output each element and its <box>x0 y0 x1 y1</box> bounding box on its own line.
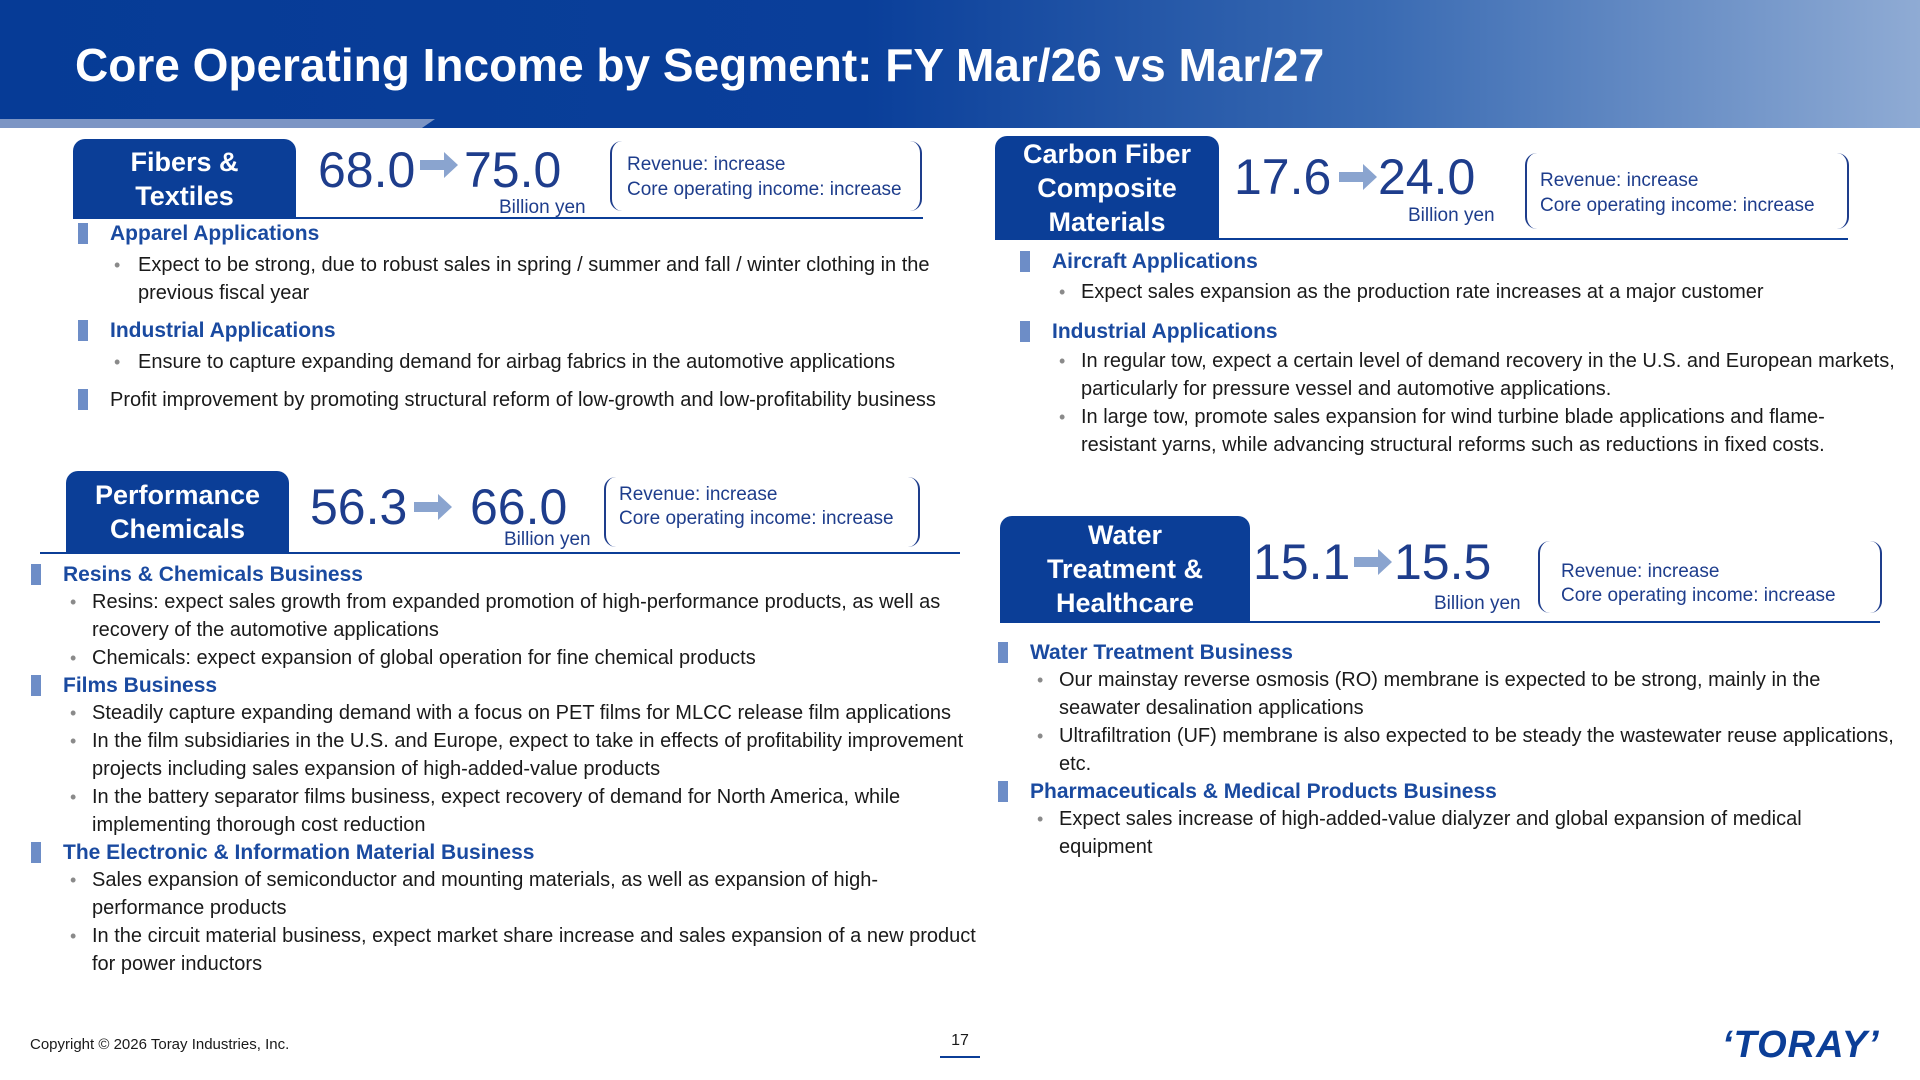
value-to-water: 15.5 <box>1394 534 1492 590</box>
unit-water: Billion yen <box>1434 593 1521 614</box>
list-item: • Expect to be strong, due to robust sales in spring / summer and fall / winter clothing in the previous fiscal year <box>114 254 930 304</box>
section-marker <box>998 781 1008 802</box>
performance-heading: Resins & Chemicals Business <box>29 561 989 588</box>
value-to-fibers: 75.0 <box>464 142 562 198</box>
section-marker <box>31 842 41 863</box>
arrow-icon <box>414 492 454 522</box>
value-to-performance: 66.0 <box>470 479 568 535</box>
list-item: • Steadily capture expanding demand with a focus on PET films for MLCC release film applications <box>70 702 951 724</box>
performance-heading: Films Business <box>29 672 989 699</box>
income-text-performance: Core operating income: increase <box>619 508 894 529</box>
revenue-text-performance: Revenue: increase <box>619 484 778 505</box>
fibers-heading: Industrial Applications <box>76 317 946 344</box>
performance-heading: The Electronic & Information Material Business <box>29 839 989 866</box>
unit-carbon: Billion yen <box>1408 205 1495 226</box>
arrow-icon <box>1339 162 1379 192</box>
income-text-fibers: Core operating income: increase <box>627 179 902 200</box>
water-heading: Pharmaceuticals & Medical Products Business <box>996 778 1896 805</box>
list-item: • Expect sales expansion as the production rate increases at a major customer <box>1059 281 1764 303</box>
performance-content <box>29 561 989 978</box>
income-text-water: Core operating income: increase <box>1561 585 1836 606</box>
revenue-text-carbon: Revenue: increase <box>1540 170 1699 191</box>
list-item: • In the circuit material business, expect market share increase and sales expansion of a new product for power inductors <box>70 925 976 975</box>
section-marker <box>998 642 1008 663</box>
section-marker <box>78 389 88 410</box>
fibers-content <box>76 220 946 414</box>
list-item: • Sales expansion of semiconductor and mounting materials, as well as expansion of high-performance products <box>70 869 878 919</box>
page-number: 17 <box>951 1032 969 1049</box>
segment-underline-fibers <box>73 217 923 219</box>
unit-fibers: Billion yen <box>499 197 586 218</box>
list-item: • Chemicals: expect expansion of global operation for fine chemical products <box>70 647 756 669</box>
fibers-heading: Profit improvement by promoting structural reform of low-growth and low-profitability business <box>76 386 946 414</box>
revenue-text-fibers: Revenue: increase <box>627 154 786 175</box>
section-marker <box>1020 251 1030 272</box>
list-item: • Resins: expect sales growth from expanded promotion of high-performance products, as well as recovery of the automotive applications <box>70 591 941 641</box>
unit-performance: Billion yen <box>504 529 591 550</box>
value-to-carbon: 24.0 <box>1378 149 1476 205</box>
arrow-icon <box>1354 547 1394 577</box>
list-item: • In the battery separator films business, expect recovery of demand for North America, while implementing thorough cost reduction <box>70 786 901 836</box>
fibers-heading: Apparel Applications <box>76 220 946 247</box>
segment-label-performance: Performance Chemicals <box>66 471 289 553</box>
segment-underline-performance <box>40 552 960 554</box>
toray-logo: ʻTORAYʼ <box>1722 1024 1880 1066</box>
list-item: • In regular tow, expect a certain level of demand recovery in the U.S. and European markets, particularly for pressure vessel and automotive applications. <box>1059 350 1895 400</box>
segment-label-carbon: Carbon Fiber Composite Materials <box>995 136 1219 239</box>
carbon-heading: Industrial Applications <box>1018 318 1898 345</box>
segment-underline-water <box>1000 621 1880 623</box>
section-marker <box>31 564 41 585</box>
copyright-text: Copyright © 2026 Toray Industries, Inc. <box>30 1036 290 1053</box>
list-item: • Our mainstay reverse osmosis (RO) membrane is expected to be strong, mainly in the seawater desalination applications <box>1037 669 1821 719</box>
revenue-text-water: Revenue: increase <box>1561 561 1720 582</box>
page-number-underline <box>940 1056 980 1058</box>
value-from-water: 15.1 <box>1253 534 1351 590</box>
carbon-content <box>1018 248 1898 459</box>
segment-label-water: Water Treatment & Healthcare <box>1000 516 1250 622</box>
list-item: • In the film subsidiaries in the U.S. and Europe, expect to take in effects of profitability improvement projects including sales expansion of high-added-value products <box>70 730 964 780</box>
segment-underline-carbon <box>995 238 1848 240</box>
list-item: • Ensure to capture expanding demand for airbag fabrics in the automotive applications <box>114 351 896 373</box>
section-marker <box>31 675 41 696</box>
arrow-icon <box>420 150 460 180</box>
list-item: • In large tow, promote sales expansion for wind turbine blade applications and flame-resistant yarns, while advancing structural reforms such as reductions in fixed costs. <box>1059 406 1825 456</box>
water-content <box>996 639 1896 861</box>
segment-label-fibers: Fibers & Textiles <box>73 139 296 218</box>
list-item: • Ultrafiltration (UF) membrane is also expected to be steady the wastewater reuse applications, etc. <box>1037 725 1894 775</box>
section-marker <box>78 320 88 341</box>
water-heading: Water Treatment Business <box>996 639 1896 666</box>
income-text-carbon: Core operating income: increase <box>1540 195 1815 216</box>
list-item: • Expect sales increase of high-added-value dialyzer and global expansion of medical equipment <box>1037 808 1802 858</box>
header-accent-strip <box>0 119 435 128</box>
value-from-fibers: 68.0 <box>318 142 416 198</box>
carbon-heading: Aircraft Applications <box>1018 248 1898 275</box>
value-from-carbon: 17.6 <box>1234 149 1332 205</box>
section-marker <box>78 223 88 244</box>
section-marker <box>1020 321 1030 342</box>
value-from-performance: 56.3 <box>310 479 408 535</box>
page-title: Core Operating Income by Segment: FY Mar/26 vs Mar/27 <box>75 39 1325 91</box>
